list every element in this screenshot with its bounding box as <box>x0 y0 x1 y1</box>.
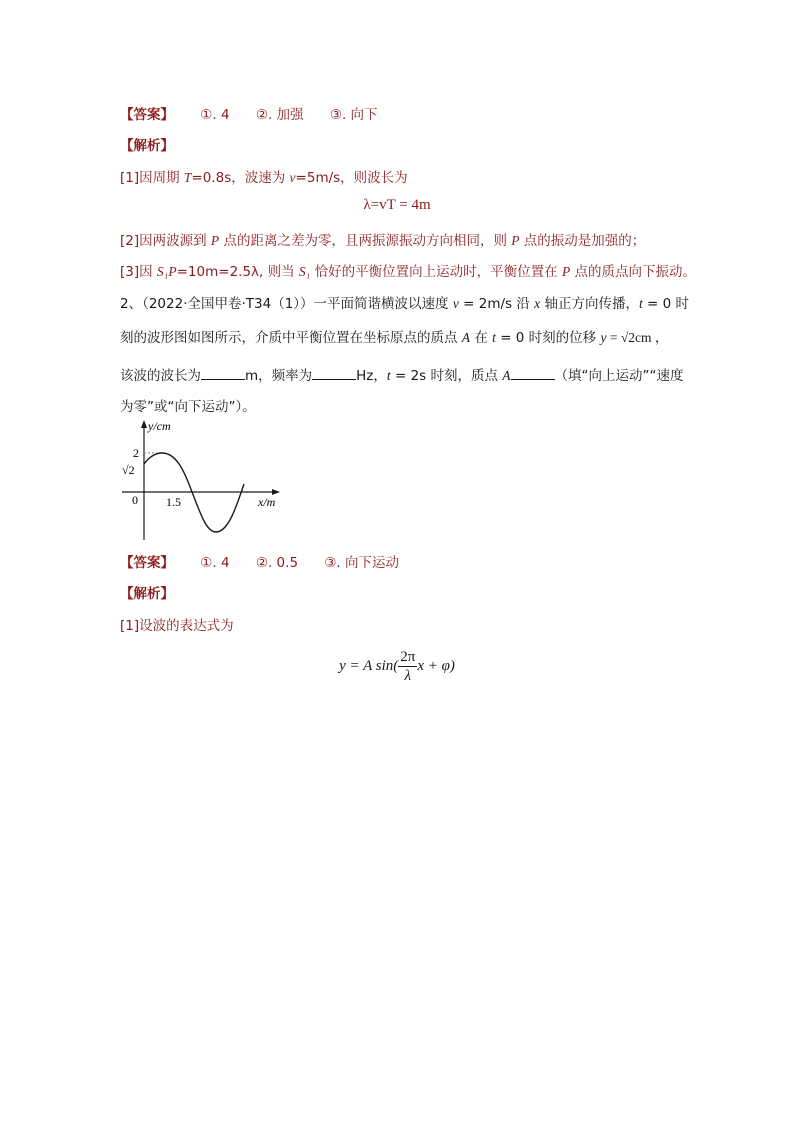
tick-sqrt2: √2 <box>122 463 135 477</box>
answer-label: 【答案】 <box>120 555 174 571</box>
text: = 0 时刻的位移 <box>495 330 601 346</box>
text: 轴正方向传播， <box>540 296 639 312</box>
q1-answer-line <box>120 103 378 123</box>
symbol-A: A <box>461 330 471 345</box>
formula-fraction <box>398 648 417 685</box>
symbol-x: x <box>534 296 541 311</box>
text: =5m/s，则波长为 <box>295 170 408 186</box>
analysis-label: 【解析】 <box>120 138 174 154</box>
tick-1-5: 1.5 <box>166 495 181 509</box>
text: （填“向上运动”“速度 <box>554 368 684 384</box>
answer-1: ①. 4 <box>200 107 230 123</box>
text: 点的质点向下振动。 <box>570 264 697 280</box>
symbol-t: t <box>492 330 496 345</box>
analysis-label: 【解析】 <box>120 586 174 602</box>
x-axis-label: x/m <box>258 495 276 509</box>
text: 该波的波长为 <box>120 368 201 384</box>
q1-analysis-line-2 <box>120 229 645 249</box>
q2-stem-line-3 <box>120 364 684 384</box>
symbol-S1P: S₁P <box>156 264 177 279</box>
text: [2]因两波源到 <box>120 233 211 249</box>
answer-2: ②. 加强 <box>255 107 304 123</box>
symbol-P: P <box>511 233 520 248</box>
q2-stem-line-2 <box>120 326 668 346</box>
text: 点的振动是加强的； <box>519 233 646 249</box>
y-axis-label: y/cm <box>148 419 171 433</box>
text: m，频率为 <box>245 368 313 384</box>
text: 点的距离之差为零，且两振源振动方向相同，则 <box>219 233 512 249</box>
q2-formula <box>0 648 794 685</box>
q2-stem-line-1 <box>120 292 689 312</box>
y-axis-arrow <box>141 420 147 428</box>
text: 恰好的平衡位置向上运动时，平衡位置在 <box>310 264 562 280</box>
text: = 2m/s 沿 <box>458 296 535 312</box>
formula-numerator: 2π <box>400 649 416 665</box>
text: =0.8s，波速为 <box>191 170 290 186</box>
q2-analysis-label <box>120 582 174 602</box>
displacement-value: = √2cm ， <box>606 330 669 345</box>
formula-right: x + φ) <box>417 657 455 674</box>
answer-blank-3[interactable] <box>511 367 555 380</box>
symbol-v: v <box>289 170 296 185</box>
answer-blank-1[interactable] <box>201 367 245 380</box>
text: Hz， <box>356 368 387 384</box>
formula-left: y = A sin( <box>339 657 399 674</box>
text: 刻的波形图如图所示，介质中平衡位置在坐标原点的质点 <box>120 330 462 346</box>
q1-analysis-line-3 <box>120 260 696 280</box>
wave-graph <box>118 418 288 544</box>
text: [3]因 <box>120 264 157 280</box>
answer-blank-2[interactable] <box>312 367 356 380</box>
text: = 0 时 <box>642 296 689 312</box>
symbol-S1: S₁ <box>298 264 311 279</box>
symbol-y: y <box>600 330 607 345</box>
symbol-T: T <box>183 170 192 185</box>
text: = 2s 时刻，质点 <box>390 368 503 384</box>
symbol-P: P <box>210 233 220 248</box>
q2-stem-line-4: 为零”或“向下运动”）。 <box>120 399 256 415</box>
symbol-t: t <box>638 296 643 311</box>
answer-3: ③. 向下运动 <box>324 555 400 571</box>
symbol-A: A <box>502 368 511 383</box>
answer-2: ②. 0.5 <box>255 555 299 571</box>
q1-analysis-line-1 <box>120 166 408 186</box>
text: =10m=2.5λ, 则当 <box>176 264 299 280</box>
answer-label: 【答案】 <box>120 107 174 123</box>
text: [1]因周期 <box>120 170 184 186</box>
q2-answer-line <box>120 551 399 571</box>
symbol-v: v <box>452 296 459 311</box>
q1-analysis-label <box>120 134 174 154</box>
formula-denominator: λ <box>404 668 412 684</box>
symbol-t: t <box>386 368 391 383</box>
origin-label: 0 <box>132 493 138 507</box>
q2-analysis-line-1: [1]设波的表达式为 <box>120 618 234 634</box>
text: 在 <box>470 330 493 346</box>
answer-3: ③. 向下 <box>329 107 378 123</box>
text: 2、（2022·全国甲卷·T34（1））一平面简谐横波以速度 <box>120 296 453 312</box>
answer-1: ①. 4 <box>200 555 230 571</box>
symbol-P: P <box>561 264 571 279</box>
q1-formula: λ=vT = 4m <box>363 197 431 213</box>
tick-2: 2 <box>133 446 139 460</box>
